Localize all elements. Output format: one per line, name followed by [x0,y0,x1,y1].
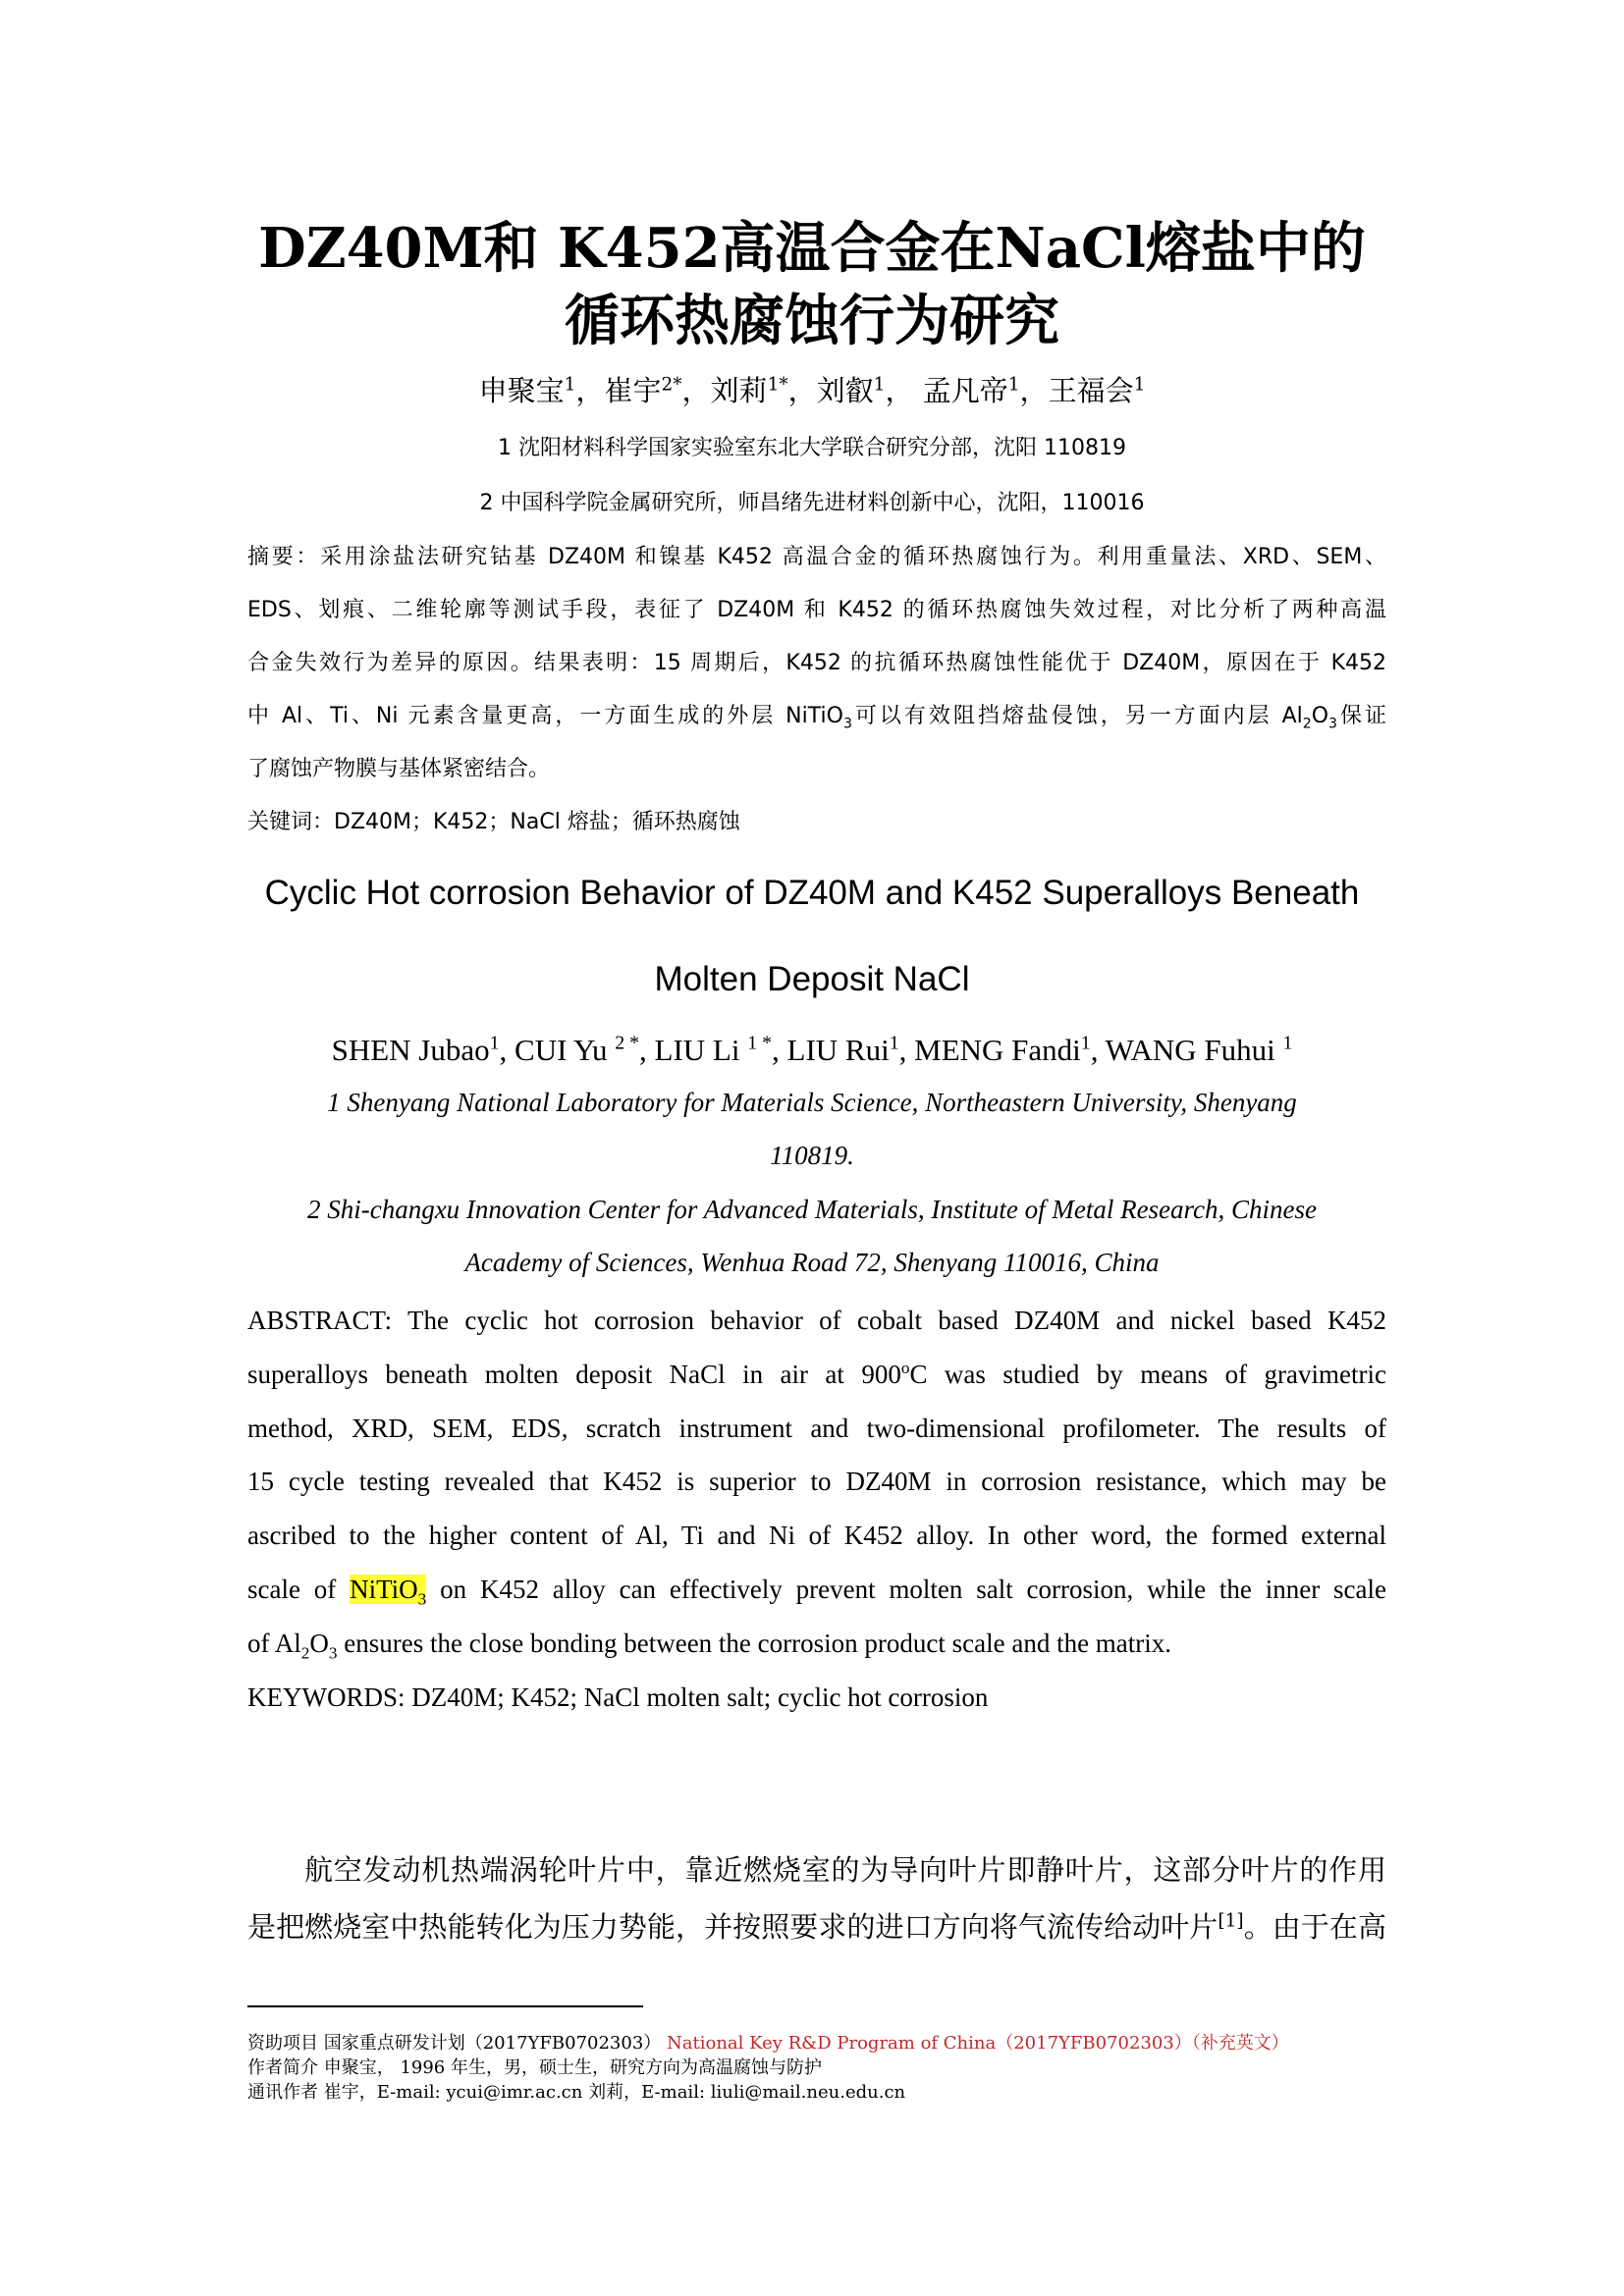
author-en-1-aff: 1 [489,1032,500,1054]
authors-cn [157,371,1467,410]
abstract-cn-text: 中 Al、Ti、Ni 元素含量更高，一方面生成的外层 NiTiO [247,704,843,728]
author-en-3: LIU Li [654,1033,748,1067]
abstract-en-line: ABSTRACT: The cyclic hot corrosion behavior of cobalt based DZ40M and nickel based K452 [247,1306,1386,1335]
author-en-2-aff: 2 * [615,1032,640,1054]
abstract-en-text: O [309,1628,329,1658]
footnote-author-bio: 作者简介 申聚宝， 1996 年生，男，硕士生，研究方向为高温腐蚀与防护 [247,2057,822,2078]
author-en-5-aff: 1 [1080,1032,1091,1054]
keywords-en: KEYWORDS: DZ40M; K452; NaCl molten salt; cyclic hot corrosion [247,1682,989,1712]
author-cn-2: 崔宇 [604,374,662,407]
subscript: 3 [1328,716,1338,732]
abstract-en-text: scale of [247,1574,351,1604]
formula-text: NiTiO [350,1574,418,1604]
authors-en [157,1026,1467,1075]
footnote-rule [247,2005,643,2007]
affiliation-cn-1: 1 沈阳材料科学国家实验室东北大学联合研究分部，沈阳 110819 [498,436,1126,460]
footnote-funding-cn: 资助项目 国家重点研发计划（2017YFB0702303） [247,2033,668,2054]
subscript: 3 [417,1589,427,1609]
author-separator: , [639,1033,655,1067]
abstract-cn [247,531,1386,849]
abstract-cn-line: EDS、划痕、二维轮廓等测试手段，表征了 DZ40M 和 K452 的循环热腐蚀失效过程，对比分析了两种高温 [247,598,1386,622]
author-cn-3: 刘莉 [710,374,768,407]
author-cn-6-aff: 1 [1133,374,1146,396]
author-en-2: CUI Yu [514,1033,616,1067]
abstract-en-text: on K452 alloy can effectively prevent molten salt corrosion, while the inner scale [426,1574,1386,1604]
author-en-1: SHEN Jubao [331,1033,490,1067]
affiliation-cn-2: 2 中国科学院金属研究所，师昌绪先进材料创新中心，沈阳，110016 [479,491,1145,515]
abstract-cn-line [247,690,1386,743]
abstract-en-line: ascribed to the higher content of Al, Ti and Ni of K452 alloy. In other word, the formed external [247,1521,1386,1551]
author-en-4: LIU Rui [786,1033,890,1067]
author-separator: ， [885,374,914,407]
abstract-en-text: C was studied by means of gravimetric [909,1359,1386,1389]
author-cn-5: 孟凡帝 [922,374,1008,407]
abstract-cn-line: 摘要：采用涂盐法研究钴基 DZ40M 和镍基 K452 高温合金的循环热腐蚀行为。利用重量法、XRD、SEM、 [247,545,1386,569]
author-cn-6: 王福会 [1048,374,1134,407]
body-cn-text: 是把燃烧室中热能转化为压力势能，并按照要求的进口方向将气流传给动叶片 [247,1910,1218,1944]
author-cn-3-aff: 1* [767,374,788,396]
keywords-cn: 关键词：DZ40M；K452；NaCl 熔盐；循环热腐蚀 [247,810,740,834]
subscript: 2 [300,1643,310,1663]
author-separator: ， [1019,374,1049,407]
title-en-line-2: Molten Deposit NaCl [654,960,970,998]
abstract-en-line [247,1563,1386,1617]
abstract-cn-text: 可以有效阻挡熔盐侵蚀，另一方面内层 Al [851,704,1303,728]
author-separator: , [898,1033,915,1067]
author-en-4-aff: 1 [889,1032,899,1054]
author-separator: , [772,1033,787,1067]
author-cn-2-aff: 2* [661,374,682,396]
abstract-en-line: 15 cycle testing revealed that K452 is superior to DZ40M in corrosion resistance, which may be [247,1467,1386,1497]
author-separator: ， [575,374,605,407]
abstract-cn-line: 合金失效行为差异的原因。结果表明：15 周期后，K452 的抗循环热腐蚀性能优于 DZ40M，原因在于 K452 [247,651,1386,675]
body-cn-line [247,1898,1386,1955]
footnote-funding-en: National Key R&D Program of China（2017YFB0702303）（补充英文） [667,2033,1289,2054]
affiliation-en-1b: 110819. [770,1141,854,1170]
footnote-corresponding: 通讯作者 崔宇，E-mail: ycui@imr.ac.cn 刘莉，E-mail: liuli@mail.neu.edu.cn [247,2082,906,2103]
footnote-funding [247,2032,1426,2056]
abstract-en-line [247,1617,1386,1671]
abstract-en-text: superalloys beneath molten deposit NaCl in air at 900 [247,1359,901,1389]
author-en-3-aff: 1 * [747,1032,773,1054]
author-separator: ， [787,374,817,407]
highlighted-formula [350,1574,427,1609]
abstract-cn-text: O [1311,704,1329,728]
author-cn-1: 申聚宝 [478,374,565,407]
body-cn-line: 航空发动机热端涡轮叶片中，靠近燃烧室的为导向叶片即静叶片，这部分叶片的作用 [304,1853,1386,1887]
author-separator: , [499,1033,515,1067]
abstract-cn-text: 保证 [1337,704,1386,728]
degree-superscript: o [900,1358,910,1377]
title-cn-line-1: DZ40M和 K452高温合金在NaCl熔盐中的 [258,216,1366,281]
subscript: 3 [842,716,852,732]
affiliation-en-2a: 2 Shi-changxu Innovation Center for Advanced Materials, Institute of Metal Research, Chinese [306,1195,1318,1224]
title-en-line-1: Cyclic Hot corrosion Behavior of DZ40M and K452 Superalloys Beneath [264,874,1360,912]
affiliation-en-2b: Academy of Sciences, Wenhua Road 72, Shenyang 110016, China [464,1248,1160,1277]
abstract-en-text: of Al [247,1628,301,1658]
abstract-cn-line: 了腐蚀产物膜与基体紧密结合。 [247,757,551,781]
abstract-en [247,1294,1386,1724]
author-separator: , [1090,1033,1106,1067]
author-cn-4-aff: 1 [873,374,886,396]
abstract-en-line: method, XRD, SEM, EDS, scratch instrument and two-dimensional profilometer. The results of [247,1413,1386,1443]
author-cn-5-aff: 1 [1007,374,1020,396]
citation-ref[interactable]: [1] [1218,1910,1244,1932]
author-en-6: WANG Fuhui [1105,1033,1283,1067]
abstract-en-text: ensures the close bonding between the corrosion product scale and the matrix. [337,1628,1172,1658]
author-cn-1-aff: 1 [564,374,576,396]
author-en-5: MENG Fandi [914,1033,1081,1067]
author-cn-4: 刘叡 [816,374,874,407]
author-en-6-aff: 1 [1282,1032,1293,1054]
subscript: 2 [1302,716,1312,732]
body-cn-text: 。由于在高 [1243,1910,1386,1944]
title-cn-line-2: 循环热腐蚀行为研究 [565,289,1059,353]
subscript: 3 [328,1643,338,1663]
abstract-en-line [247,1348,1386,1402]
body-text-cn [247,1842,1386,1955]
affiliation-en-1a: 1 Shenyang National Laboratory for Materials Science, Northeastern University, Shenyang [327,1088,1297,1117]
author-separator: ， [681,374,711,407]
